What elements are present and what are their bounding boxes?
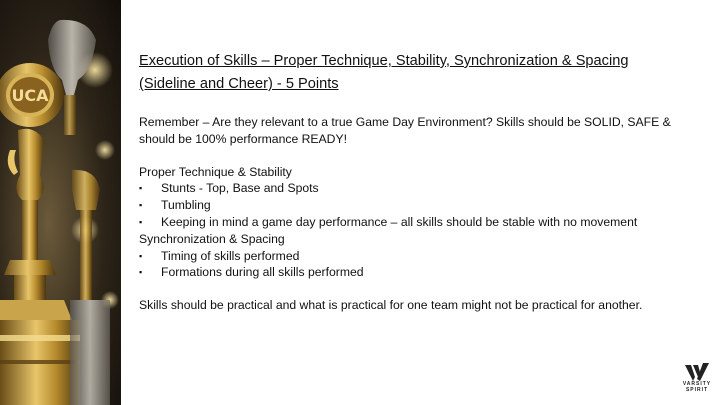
spacer [139, 148, 679, 164]
list-item-text: Timing of skills performed [161, 248, 300, 263]
bullet-icon: ▪ [139, 200, 143, 211]
section-heading-sync: Synchronization & Spacing [139, 231, 285, 246]
list-item-text: Stunts - Top, Base and Spots [161, 181, 319, 196]
list-item [139, 180, 679, 197]
bullet-icon: ▪ [139, 250, 143, 261]
closing-text: Skills should be practical and what is practical for one team might not be practical for another. [139, 298, 643, 313]
slide-content [139, 50, 679, 314]
trophy-text: UCA [11, 86, 49, 105]
bullet-icon: ▪ [139, 267, 143, 278]
bullet-icon: ▪ [139, 183, 143, 194]
list-item-text: Tumbling [161, 198, 211, 213]
section-heading-technique: Proper Technique & Stability [139, 164, 292, 179]
bullet-icon: ▪ [139, 216, 143, 227]
list-item-text: Formations during all skills performed [161, 265, 364, 280]
list-item [139, 214, 679, 231]
logo-text-spirit: SPIRIT [685, 386, 709, 393]
spacer [139, 281, 679, 297]
list-item [139, 264, 679, 281]
trophy-photo [0, 0, 121, 405]
list-item-text: Keeping in mind a game day performance – all skills should be stable with no movement [161, 214, 638, 229]
varsity-logo-icon [683, 362, 711, 382]
list-item [139, 197, 679, 214]
slide-title: Execution of Skills – Proper Technique, Stability, Synchronization & Spacing (Sideline and Cheer) - 5 Points [139, 53, 629, 92]
varsity-spirit-logo [680, 362, 714, 400]
list-item [139, 248, 679, 265]
logo-text-varsity: VARSITY [682, 381, 712, 387]
intro-text: Remember – Are they relevant to a true Game Day Environment? Skills should be SOLID, SAFE & should be 100% performance READY! [139, 115, 671, 146]
trophy-illustration [0, 0, 121, 405]
